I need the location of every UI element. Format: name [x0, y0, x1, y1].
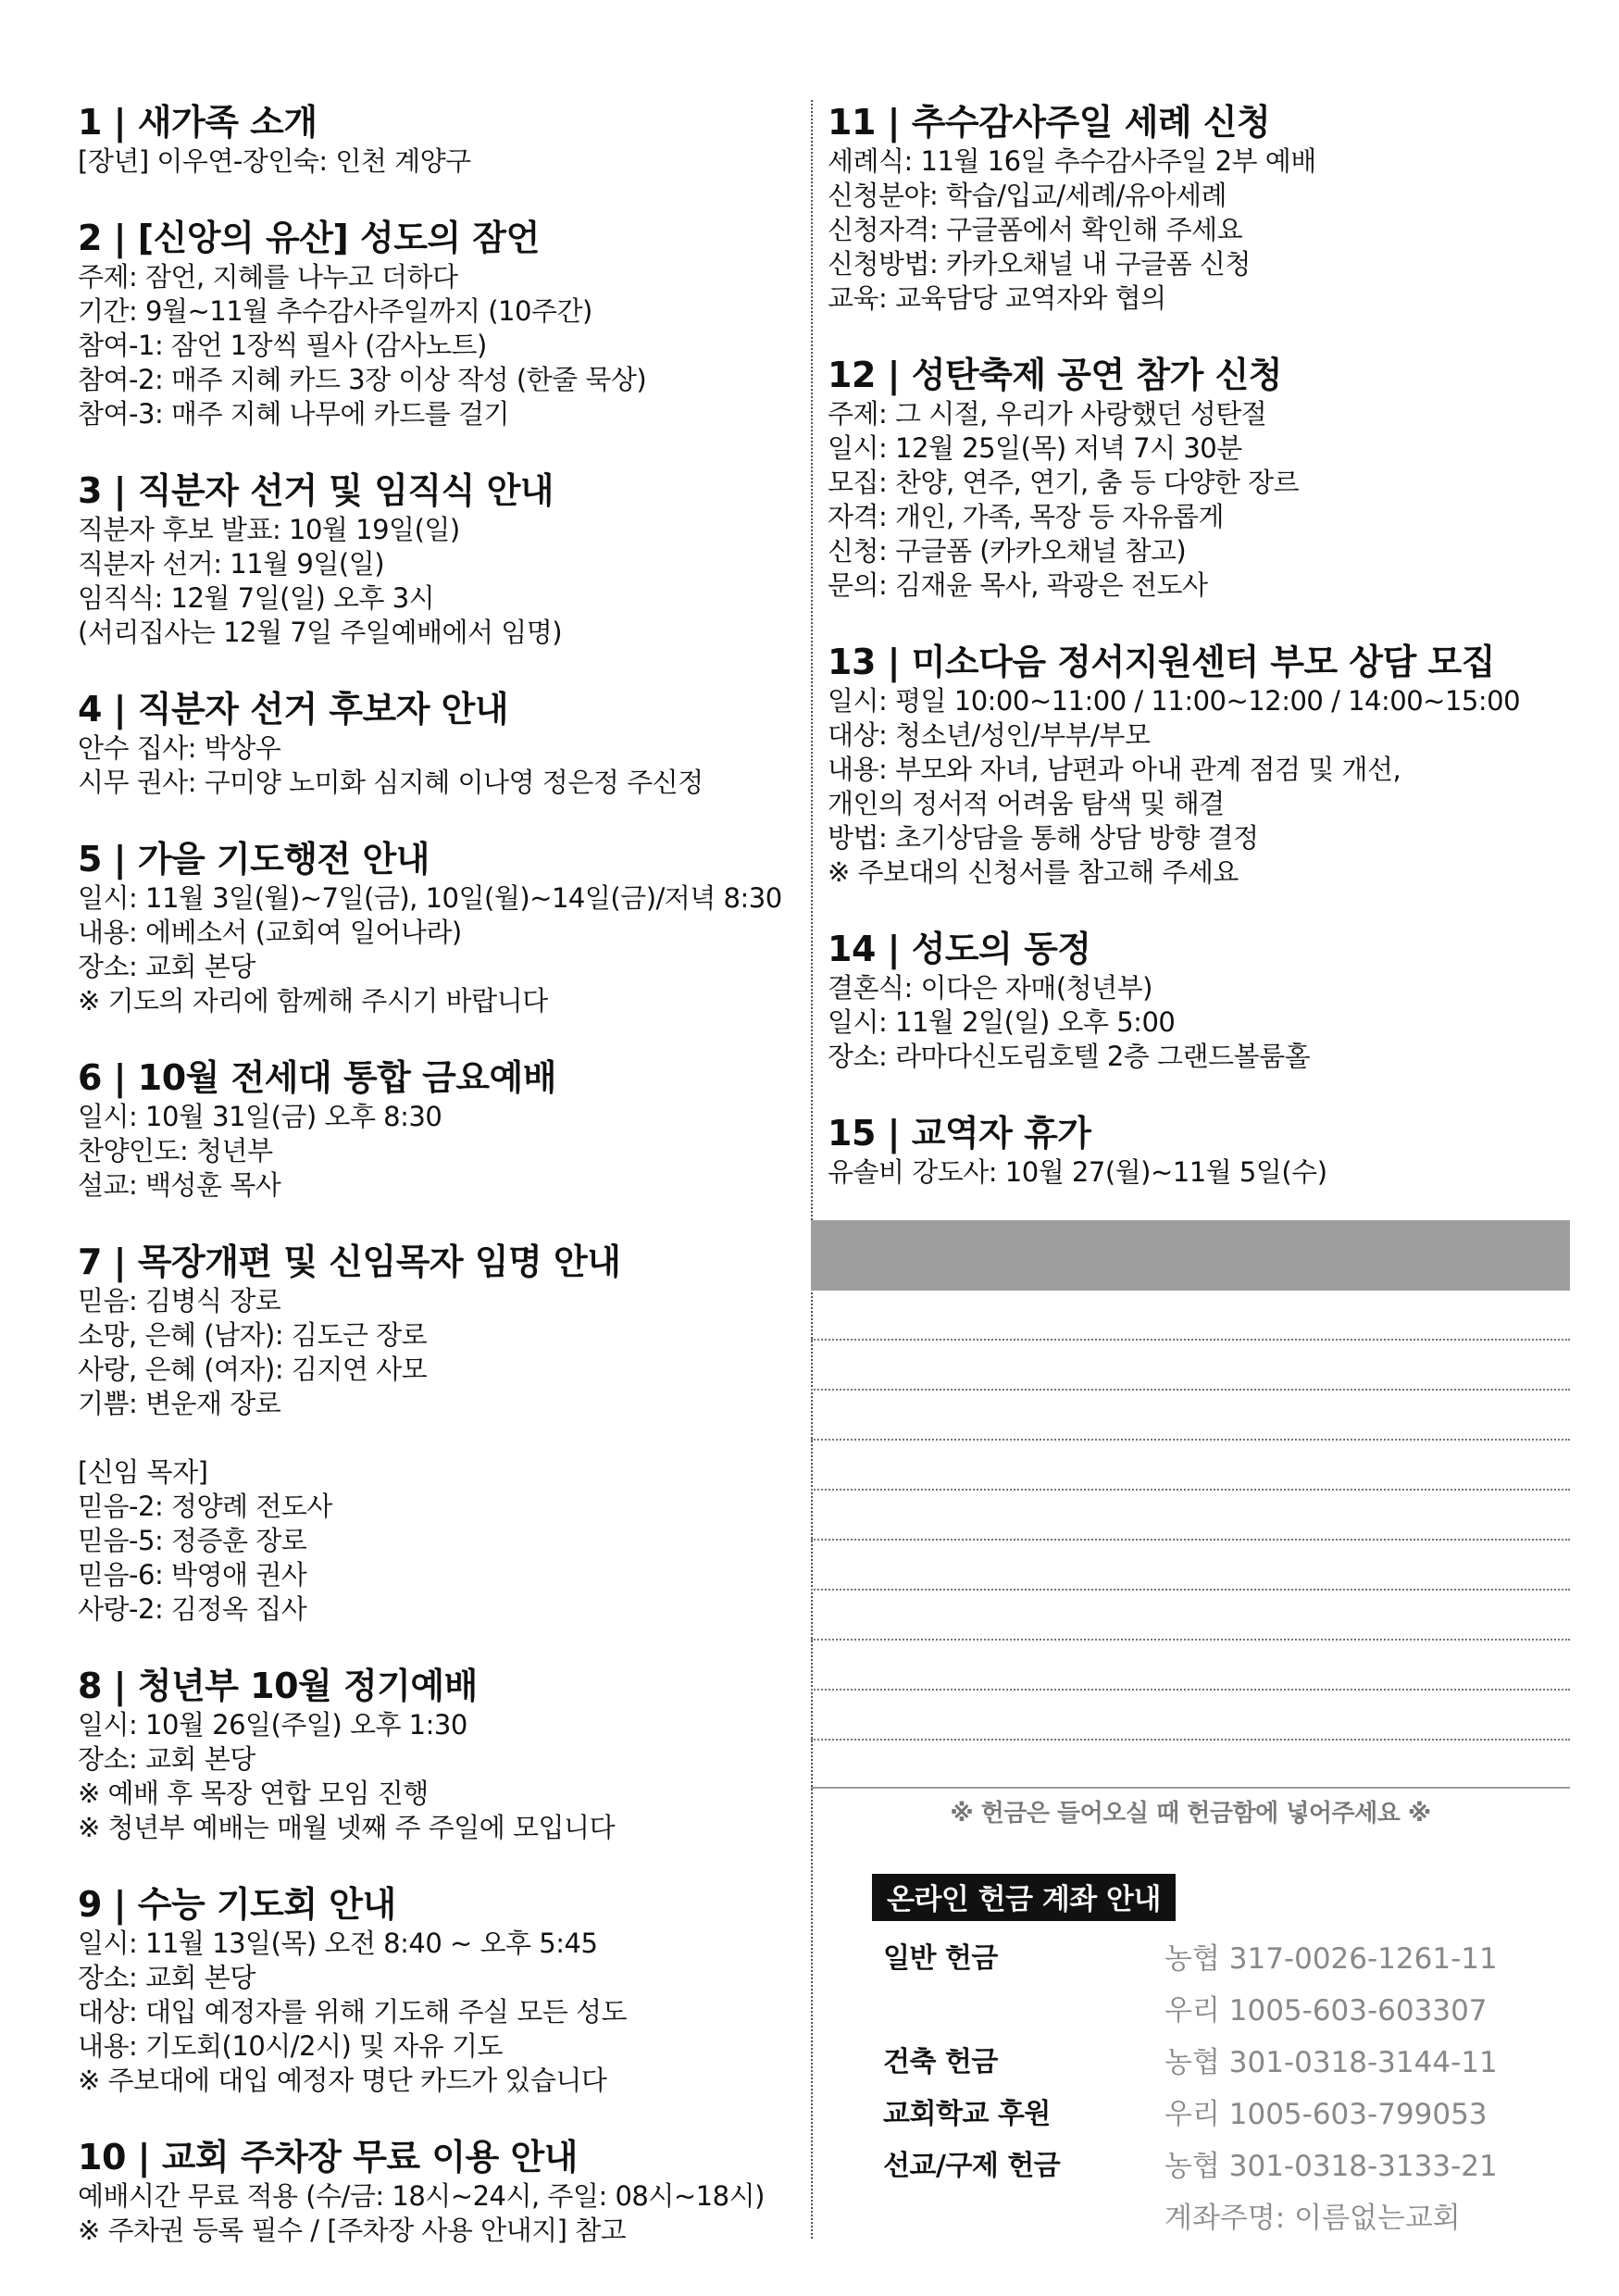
notice-title: 1 | 새가족 소개	[78, 102, 318, 143]
notice-title: 12 | 성탄축제 공연 참가 신청	[828, 355, 1282, 395]
notice-line: 안수 집사: 박상우	[78, 732, 281, 764]
account-number: 우리 1005-603-603307	[1164, 1993, 1488, 2028]
blank-line	[78, 1421, 809, 1455]
notice-line: 참여-3: 매주 지혜 나무에 카드를 걸기	[78, 398, 509, 430]
notice-title: 11 | 추수감사주일 세례 신청	[828, 102, 1271, 143]
notice-section	[78, 2135, 809, 2248]
notice-line: 교육: 교육담당 교역자와 협의	[828, 282, 1166, 314]
notice-line: 믿음-2: 정양례 전도사	[78, 1491, 332, 1522]
offering-write-line	[811, 1639, 1570, 1641]
offering-note: ※ 헌금은 들어오실 때 헌금함에 넣어주세요 ※	[950, 1800, 1431, 1828]
account-name: 선교/구제 헌금	[883, 2150, 1061, 2182]
account-number: 계좌주명: 이름없는교회	[1164, 2201, 1461, 2235]
account-number: 농협 301-0318-3133-21	[1164, 2149, 1498, 2183]
notice-line: 직분자 선거: 11월 9일(일)	[78, 548, 385, 580]
notice-line: 내용: 에베소서 (교회여 일어나라)	[78, 917, 462, 948]
notice-title: 9 | 수능 기도회 안내	[78, 1884, 396, 1925]
offering-write-line	[811, 1439, 1570, 1441]
notice-line: 일시: 11월 2일(일) 오후 5:00	[828, 1006, 1176, 1038]
offering-write-line	[811, 1539, 1570, 1541]
notice-line: 기간: 9월~11월 추수감사주일까지 (10주간)	[78, 295, 592, 327]
notice-line: 믿음: 김병식 장로	[78, 1285, 281, 1316]
right-column	[828, 100, 1570, 1227]
notice-section	[78, 1882, 809, 2098]
notice-line: 사랑, 은혜 (여자): 김지연 사모	[78, 1354, 428, 1385]
notice-line: 주제: 잠언, 지혜를 나누고 더하다	[78, 261, 458, 293]
notice-line: 참여-2: 매주 지혜 카드 3장 이상 작성 (한줄 묵상)	[78, 364, 647, 395]
notice-line: 문의: 김재윤 목사, 곽광은 전도사	[828, 569, 1208, 601]
notice-section	[828, 1111, 1570, 1190]
notice-line: 모집: 찬양, 연주, 연기, 춤 등 다양한 장르	[828, 467, 1300, 498]
account-number: 농협 317-0026-1261-11	[1164, 1941, 1498, 1976]
notice-line: 일시: 10월 26일(주일) 오후 1:30	[78, 1709, 467, 1741]
notice-line: 기쁨: 변운재 장로	[78, 1388, 281, 1419]
notice-line: 신청방법: 카카오채널 내 구글폼 신청	[828, 248, 1251, 280]
account-name: 건축 헌금	[883, 2046, 998, 2078]
notice-line: 장소: 라마다신도림호텔 2층 그랜드볼룸홀	[828, 1041, 1311, 1072]
column-divider	[811, 100, 813, 2239]
notice-line: 내용: 부모와 자녀, 남편과 아내 관계 점검 및 개선,	[828, 754, 1401, 785]
offering-header-bar	[811, 1220, 1570, 1291]
notice-section	[828, 100, 1570, 316]
notice-section	[78, 216, 809, 431]
notice-section	[78, 100, 809, 179]
left-column	[78, 100, 809, 2285]
notice-line: ※ 기도의 자리에 함께해 주시기 바랍니다	[78, 985, 548, 1017]
offering-write-line	[811, 1589, 1570, 1591]
notice-line: ※ 주보대의 신청서를 참고해 주세요	[828, 856, 1239, 888]
notice-section	[828, 640, 1570, 890]
notice-line: 소망, 은혜 (남자): 김도근 장로	[78, 1319, 428, 1351]
notice-line: 일시: 11월 3일(월)~7일(금), 10일(월)~14일(금)/저녁 8:30	[78, 882, 782, 914]
notice-title: 7 | 목장개편 및 신임목자 임명 안내	[78, 1242, 621, 1282]
notice-section	[78, 1240, 809, 1627]
notice-title: 2 | [신앙의 유산] 성도의 잠언	[78, 218, 540, 258]
notice-line: 참여-1: 잠언 1장씩 필사 (감사노트)	[78, 330, 487, 361]
notice-line: 방법: 초기상담을 통해 상담 방향 결정	[828, 822, 1259, 854]
notice-line: 세례식: 11월 16일 추수감사주일 2부 예배	[828, 145, 1316, 177]
notice-line: 결혼식: 이다은 자매(청년부)	[828, 972, 1152, 1004]
notice-line: 장소: 교회 본당	[78, 1962, 255, 1993]
notice-line: ※ 예배 후 목장 연합 모임 진행	[78, 1778, 429, 1809]
account-row	[883, 2033, 1550, 2085]
notice-line: 직분자 후보 발표: 10월 19일(일)	[78, 514, 460, 545]
notice-line: 믿음-6: 박영애 권사	[78, 1559, 307, 1591]
notice-line: 설교: 백성훈 목사	[78, 1169, 281, 1201]
notice-line: 신청자격: 구글폼에서 확인해 주세요	[828, 214, 1243, 245]
notice-line: 자격: 개인, 가족, 목장 등 자유롭게	[828, 501, 1224, 532]
notice-line: 임직식: 12월 7일(일) 오후 3시	[78, 582, 435, 614]
offering-area	[811, 1220, 1570, 1828]
account-row	[883, 1929, 1550, 1981]
notice-line: 사랑-2: 김정옥 집사	[78, 1593, 307, 1625]
offering-write-line	[811, 1389, 1570, 1391]
notice-line: 내용: 기도회(10시/2시) 및 자유 기도	[78, 2030, 504, 2062]
notice-title: 10 | 교회 주차장 무료 이용 안내	[78, 2137, 578, 2177]
notice-line: 일시: 11월 13일(목) 오전 8:40 ~ 오후 5:45	[78, 1928, 598, 1959]
notice-title: 5 | 가을 기도행전 안내	[78, 839, 430, 880]
account-name: 교회학교 후원	[883, 2098, 1051, 2130]
notice-line: 개인의 정서적 어려움 탐색 및 해결	[828, 788, 1225, 819]
notice-line: 대상: 대입 예정자를 위해 기도해 주실 모든 성도	[78, 1996, 628, 2028]
notice-line: 예배시간 무료 적용 (수/금: 18시~24시, 주일: 08시~18시)	[78, 2180, 765, 2212]
notice-line: 믿음-5: 정증훈 장로	[78, 1525, 307, 1556]
online-offering-title: 온라인 헌금 계좌 안내	[872, 1874, 1176, 1921]
notice-line: 대상: 청소년/성인/부부/부모	[828, 719, 1151, 751]
notice-line: 유솔비 강도사: 10월 27(월)~11월 5일(수)	[828, 1156, 1327, 1188]
notice-line: 주제: 그 시절, 우리가 사랑했던 성탄절	[828, 398, 1267, 430]
notice-line: 장소: 교회 본당	[78, 951, 255, 982]
account-number: 농협 301-0318-3144-11	[1164, 2045, 1498, 2079]
notice-title: 14 | 성도의 동정	[828, 929, 1091, 969]
offering-divider	[811, 1787, 1570, 1789]
notice-line: 찬양인도: 청년부	[78, 1135, 273, 1167]
notice-line: 일시: 12월 25일(목) 저녁 7시 30분	[828, 432, 1242, 464]
account-row	[883, 2085, 1550, 2137]
notice-section	[828, 353, 1570, 603]
notice-line: ※ 청년부 예배는 매월 넷째 주 주일에 모입니다	[78, 1812, 616, 1843]
notice-line: 시무 권사: 구미양 노미화 심지혜 이나영 정은정 주신정	[78, 767, 704, 798]
notice-section	[78, 1055, 809, 1203]
notice-line: [신임 목자]	[78, 1456, 208, 1488]
offering-write-line	[811, 1339, 1570, 1341]
notice-section	[78, 468, 809, 650]
offering-write-line	[811, 1739, 1570, 1741]
notice-line: 일시: 10월 31일(금) 오후 8:30	[78, 1101, 442, 1132]
notice-title: 6 | 10월 전세대 통합 금요예배	[78, 1057, 556, 1098]
account-row	[883, 2137, 1550, 2189]
notice-line: ※ 주보대에 대입 예정자 명단 카드가 있습니다	[78, 2065, 607, 2096]
account-name: 일반 헌금	[883, 1942, 998, 1975]
notice-line: 일시: 평일 10:00~11:00 / 11:00~12:00 / 14:00~15:00	[828, 685, 1521, 717]
offering-write-line	[811, 1489, 1570, 1491]
notice-section	[78, 1664, 809, 1845]
notice-section	[78, 837, 809, 1018]
notice-section	[828, 927, 1570, 1074]
notice-line: ※ 주차권 등록 필수 / [주차장 사용 안내지] 참고	[78, 2215, 627, 2246]
notice-line: 신청분야: 학습/입교/세례/유아세례	[828, 180, 1227, 211]
notice-section	[78, 687, 809, 800]
account-row	[883, 2189, 1550, 2240]
notice-line: 신청: 구글폼 (카카오채널 참고)	[828, 535, 1187, 567]
notice-title: 15 | 교역자 휴가	[828, 1113, 1091, 1154]
notice-title: 8 | 청년부 10월 정기예배	[78, 1666, 478, 1706]
account-number: 우리 1005-603-799053	[1164, 2097, 1488, 2131]
notice-line: 장소: 교회 본당	[78, 1743, 255, 1775]
notice-title: 13 | 미소다음 정서지원센터 부모 상담 모집	[828, 642, 1495, 682]
notice-title: 4 | 직분자 선거 후보자 안내	[78, 689, 509, 730]
notice-title: 3 | 직분자 선거 및 임직식 안내	[78, 470, 554, 511]
account-table	[883, 1929, 1550, 2240]
notice-line: (서리집사는 12월 7일 주일예배에서 임명)	[78, 617, 563, 648]
offering-write-line	[811, 1689, 1570, 1691]
notice-line: [장년] 이우연-장인숙: 인천 계양구	[78, 145, 471, 177]
account-row	[883, 1981, 1550, 2033]
